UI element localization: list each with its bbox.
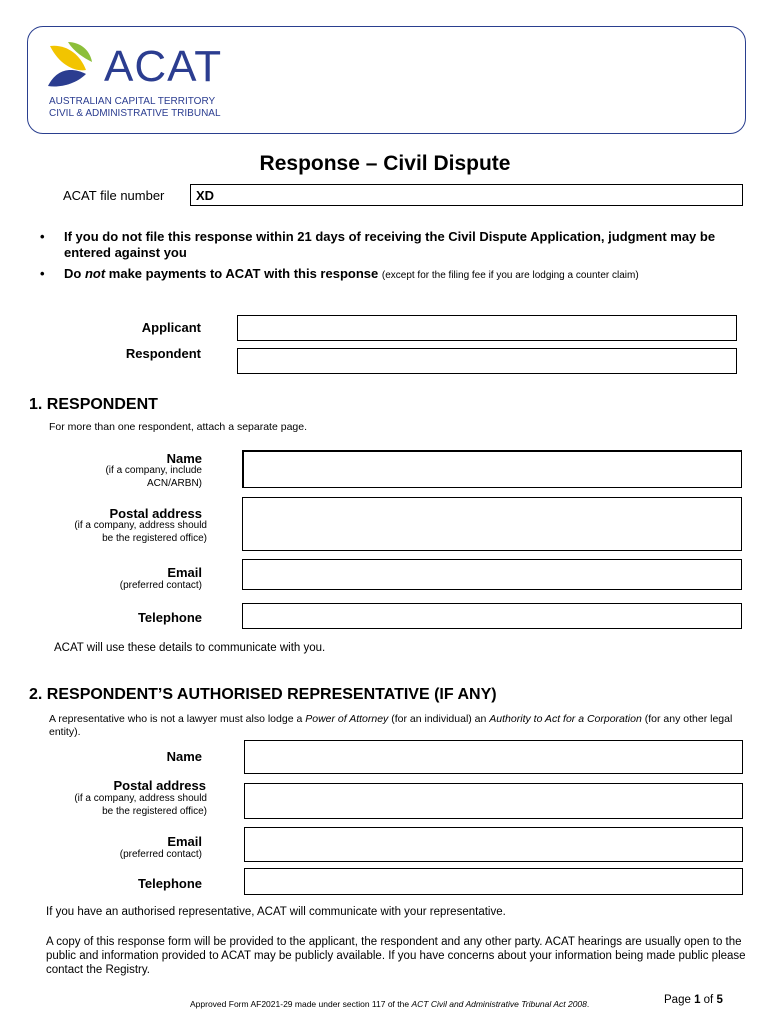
respondent-telephone-field[interactable]	[242, 603, 742, 629]
bullet-dot: •	[40, 266, 45, 281]
logo-subtitle-2: CIVIL & ADMINISTRATIVE TRIBUNAL	[49, 108, 221, 119]
respondent-name-field[interactable]	[242, 450, 742, 488]
representative-email-label: Email	[167, 834, 202, 849]
representative-postal-hint-1: (if a company, address should	[74, 793, 207, 804]
respondent-email-field[interactable]	[242, 559, 742, 590]
privacy-note: A copy of this response form will be provided to the applicant, the respondent and any other party. ACAT hearings are usually open to the public and information provided to ACAT may be publicly available. If you have concerns about your information being made public please contact the Registry.	[46, 936, 746, 976]
respondent-postal-field[interactable]	[242, 497, 742, 551]
respondent-email-label: Email	[167, 565, 202, 580]
section-1-note: For more than one respondent, attach a separate page.	[49, 421, 308, 433]
applicant-label: Applicant	[141, 320, 201, 335]
respondent-name-hint-1: (if a company, include	[105, 465, 202, 476]
representative-name-label: Name	[166, 749, 202, 764]
file-number-field[interactable]	[190, 184, 743, 206]
respondent-name-label: Name	[166, 451, 202, 466]
section-1-heading: 1. RESPONDENT	[29, 396, 158, 413]
page-number: Page 1 of 5	[664, 994, 723, 1006]
representative-name-field[interactable]	[244, 740, 743, 774]
respondent-label: Respondent	[125, 346, 201, 361]
respondent-telephone-label: Telephone	[137, 610, 202, 625]
section-1-footer-note: ACAT will use these details to communicate with you.	[54, 642, 326, 654]
bullet-payments: Do not make payments to ACAT with this response (except for the filing fee if you are lodging a counter claim)	[64, 266, 639, 281]
page-title: Response – Civil Dispute	[259, 152, 511, 175]
representative-postal-hint-2: be the registered office)	[102, 806, 207, 817]
respondent-name-hint-2: ACN/ARBN)	[146, 478, 202, 489]
acat-logo-icon	[46, 40, 100, 90]
logo-text: ACAT	[104, 42, 223, 91]
representative-email-hint: (preferred contact)	[119, 849, 202, 860]
bullet-dot: •	[40, 229, 45, 244]
logo-subtitle-1: AUSTRALIAN CAPITAL TERRITORY	[49, 96, 216, 107]
respondent-postal-label: Postal address	[109, 506, 202, 521]
file-number-label: ACAT file number	[63, 188, 165, 203]
representative-telephone-field[interactable]	[244, 868, 743, 895]
section-2-heading: 2. RESPONDENT’S AUTHORISED REPRESENTATIVE (IF ANY)	[29, 686, 497, 703]
file-number-value: XD	[196, 188, 215, 203]
section-2-note: A representative who is not a lawyer must also lodge a Power of Attorney (for an individual) an Authority to Act for a Corporation (for any other legal entity).	[49, 713, 733, 738]
representative-telephone-label: Telephone	[137, 876, 202, 891]
applicant-field[interactable]	[237, 315, 737, 341]
representative-note: If you have an authorised representative, ACAT will communicate with your representative.	[46, 906, 506, 918]
respondent-postal-hint-2: be the registered office)	[102, 533, 207, 544]
representative-postal-field[interactable]	[244, 783, 743, 819]
respondent-postal-hint-1: (if a company, address should	[74, 520, 207, 531]
approved-form-note: Approved Form AF2021-29 made under section 117 of the ACT Civil and Administrative Tribunal Act 2008.	[190, 999, 590, 1009]
respondent-email-hint: (preferred contact)	[119, 580, 202, 591]
bullet-deadline: If you do not file this response within 21 days of receiving the Civil Dispute Application, judgment may be entered against you	[64, 229, 716, 260]
representative-postal-label: Postal address	[113, 778, 206, 793]
representative-email-field[interactable]	[244, 827, 743, 862]
respondent-field[interactable]	[237, 348, 737, 374]
